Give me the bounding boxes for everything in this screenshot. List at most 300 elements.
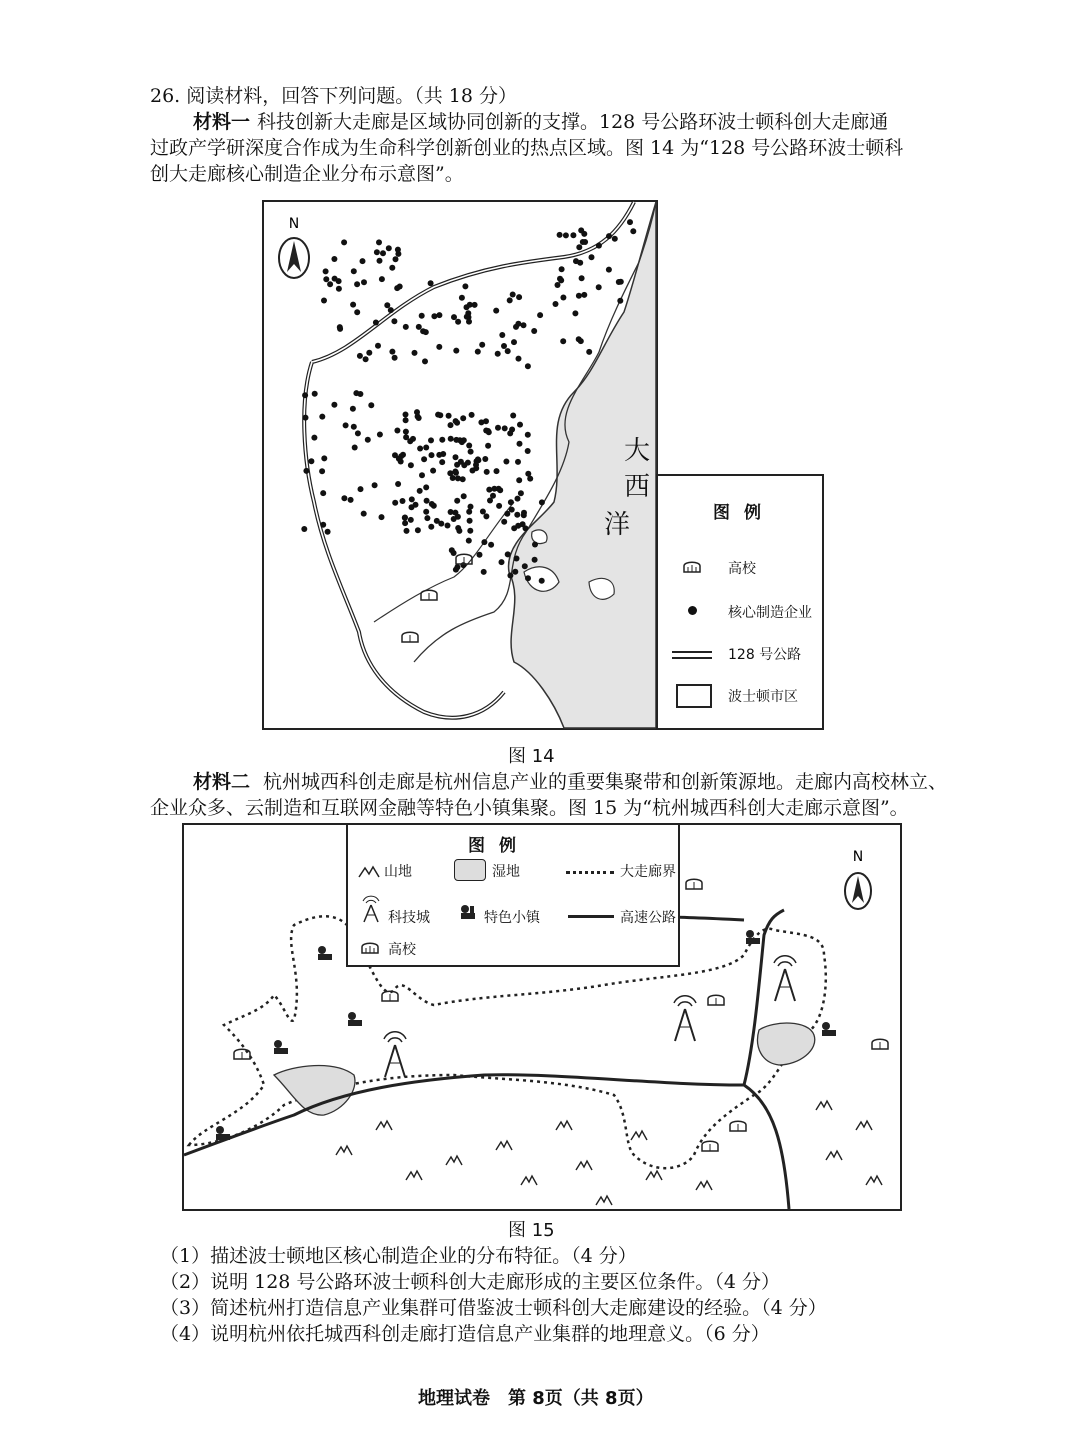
enterprise-dot bbox=[451, 516, 457, 522]
enterprise-dot bbox=[429, 452, 435, 458]
mountain-icon bbox=[826, 1151, 842, 1160]
enterprise-dot bbox=[377, 432, 383, 438]
legend-label: 高校 bbox=[728, 561, 756, 577]
enterprise-dot bbox=[459, 439, 465, 445]
enterprise-dot bbox=[343, 422, 349, 428]
science-city-icon bbox=[380, 1029, 410, 1083]
enterprise-dot bbox=[428, 524, 434, 530]
enterprise-dot bbox=[493, 308, 499, 314]
enterprise-dot bbox=[466, 443, 472, 449]
enterprise-dot bbox=[448, 436, 454, 442]
enterprise-dot bbox=[394, 428, 400, 434]
enterprise-dot bbox=[386, 245, 392, 251]
mountain-icon bbox=[856, 1121, 872, 1130]
enterprise-dot bbox=[325, 529, 331, 535]
enterprise-dot bbox=[408, 462, 414, 468]
enterprise-dot bbox=[320, 490, 326, 496]
enterprise-dot bbox=[627, 219, 633, 225]
legend-label: 特色小镇 bbox=[484, 910, 540, 926]
enterprise-dot bbox=[337, 324, 343, 330]
mountain-icon bbox=[576, 1161, 592, 1170]
feature-town-icon bbox=[820, 1021, 838, 1043]
sub-question-4: （4）说明杭州依托城西科创走廊打造信息产业集群的地理意义。（6 分） bbox=[160, 1323, 770, 1345]
enterprise-dot bbox=[389, 265, 395, 271]
enterprise-dot bbox=[459, 295, 465, 301]
enterprise-dot bbox=[509, 507, 515, 513]
legend-label: 高校 bbox=[388, 942, 416, 958]
enterprise-dot bbox=[365, 437, 371, 443]
enterprise-dot bbox=[514, 512, 520, 518]
enterprise-dot bbox=[319, 414, 325, 420]
sub-question-3: （3）简述杭州打造信息产业集群可借鉴波士顿科创大走廊建设的经验。（4 分） bbox=[160, 1297, 827, 1319]
enterprise-dot bbox=[468, 449, 474, 455]
ocean-char-1: 大 bbox=[624, 436, 651, 466]
north-arrow-icon bbox=[276, 214, 312, 284]
enterprise-dot bbox=[525, 432, 531, 438]
enterprise-dot bbox=[502, 425, 508, 431]
enterprise-dot bbox=[308, 458, 314, 464]
ocean-char-3: 洋 bbox=[604, 510, 631, 540]
enterprise-dot bbox=[311, 435, 317, 441]
enterprise-dot bbox=[397, 284, 403, 290]
science-city-icon bbox=[770, 953, 800, 1007]
material2-label: 材料二 bbox=[193, 771, 251, 793]
enterprise-dot bbox=[516, 294, 522, 300]
enterprise-dot bbox=[486, 429, 492, 435]
enterprise-dot bbox=[514, 556, 520, 562]
enterprise-dot bbox=[452, 469, 458, 475]
enterprise-dot bbox=[576, 293, 582, 299]
university-icon bbox=[380, 987, 400, 1007]
enterprise-dot bbox=[581, 292, 587, 298]
enterprise-dot bbox=[606, 233, 612, 239]
enterprise-dot bbox=[424, 515, 430, 521]
enterprise-dot bbox=[507, 430, 513, 436]
enterprise-dot bbox=[475, 456, 481, 462]
enterprise-dot bbox=[464, 314, 470, 320]
enterprise-dot bbox=[461, 493, 467, 499]
enterprise-dot bbox=[451, 314, 457, 320]
enterprise-dot bbox=[327, 281, 333, 287]
enterprise-dot bbox=[439, 459, 445, 465]
enterprise-dot bbox=[392, 355, 398, 361]
enterprise-dot bbox=[469, 412, 475, 418]
figure14-canvas bbox=[264, 202, 656, 728]
legend-label: 128 号公路 bbox=[728, 647, 802, 663]
page-footer: 地理试卷 第 8页（共 8页） bbox=[418, 1388, 654, 1409]
enterprise-dot bbox=[409, 504, 415, 510]
enterprise-dot bbox=[516, 477, 522, 483]
enterprise-dot bbox=[516, 356, 522, 362]
enterprise-dot bbox=[431, 313, 437, 319]
enterprise-dot bbox=[586, 349, 592, 355]
enterprise-dot bbox=[484, 469, 490, 475]
enterprise-dot bbox=[483, 513, 489, 519]
wetland-icon bbox=[454, 859, 486, 881]
legend-label: 波士顿市区 bbox=[728, 689, 798, 705]
enterprise-dot bbox=[508, 499, 514, 505]
enterprise-dot bbox=[485, 443, 491, 449]
university-icon bbox=[682, 558, 702, 578]
enterprise-dot bbox=[379, 514, 385, 520]
enterprise-dot bbox=[421, 456, 427, 462]
enterprise-dot bbox=[454, 498, 460, 504]
mountain-icon bbox=[336, 1146, 352, 1155]
mountain-icon bbox=[556, 1121, 572, 1130]
enterprise-dot bbox=[395, 481, 401, 487]
enterprise-dot bbox=[403, 434, 409, 440]
enterprise-dot bbox=[341, 239, 347, 245]
university-icon bbox=[706, 991, 726, 1011]
enterprise-dot bbox=[461, 462, 467, 468]
mountain-markers bbox=[336, 1101, 882, 1205]
enterprise-dot bbox=[557, 232, 563, 238]
enterprise-dot bbox=[495, 351, 501, 357]
figure14-caption: 图 14 bbox=[508, 746, 555, 767]
enterprise-dot bbox=[376, 239, 382, 245]
enterprise-dot bbox=[525, 448, 531, 454]
enterprise-dot bbox=[576, 244, 582, 250]
enterprise-dot bbox=[408, 517, 414, 523]
enterprise-dot bbox=[618, 279, 624, 285]
enterprise-dot bbox=[537, 312, 543, 318]
legend-label: 大走廊界 bbox=[620, 864, 676, 880]
enterprise-dot bbox=[494, 468, 500, 474]
material1-label: 材料一 bbox=[193, 111, 251, 133]
enterprise-dot bbox=[403, 429, 409, 435]
figure15-caption: 图 15 bbox=[508, 1220, 555, 1241]
enterprise-dot bbox=[321, 298, 327, 304]
enterprise-dot bbox=[521, 510, 527, 516]
enterprise-dot bbox=[373, 320, 379, 326]
enterprise-dot bbox=[331, 256, 337, 262]
island bbox=[532, 530, 547, 544]
enterprise-dot bbox=[520, 521, 526, 527]
enterprise-dot bbox=[525, 471, 531, 477]
enterprise-dot bbox=[423, 329, 429, 335]
university-icon bbox=[700, 1137, 720, 1157]
enterprise-dot bbox=[303, 468, 309, 474]
enterprise-dot bbox=[515, 496, 521, 502]
enterprise-dot bbox=[437, 412, 443, 418]
mountain-icon bbox=[596, 1196, 612, 1205]
enterprise-dot bbox=[321, 455, 327, 461]
enterprise-dot bbox=[560, 295, 566, 301]
enterprise-dot bbox=[553, 301, 559, 307]
enterprise-dot bbox=[416, 324, 422, 330]
enterprise-dot bbox=[445, 523, 451, 529]
enterprise-dot bbox=[374, 249, 380, 255]
enterprise-dot bbox=[396, 456, 402, 462]
university-icon bbox=[232, 1045, 252, 1065]
enterprise-dot bbox=[473, 465, 479, 471]
enterprise-dot bbox=[488, 542, 494, 548]
enterprise-dot bbox=[499, 332, 505, 338]
feature-town-icon bbox=[272, 1039, 290, 1061]
legend-title: 图例 bbox=[713, 503, 775, 523]
enterprise-dot bbox=[436, 344, 442, 350]
enterprise-dot bbox=[379, 276, 385, 282]
mountain-icon bbox=[446, 1156, 462, 1165]
enterprise-dot bbox=[423, 484, 429, 490]
enterprise-dot bbox=[363, 356, 369, 362]
enterprise-dot bbox=[577, 260, 583, 266]
enterprise-dot bbox=[453, 418, 459, 424]
enterprise-dot bbox=[455, 475, 461, 481]
enterprise-dot bbox=[391, 318, 397, 324]
enterprise-dot bbox=[361, 511, 367, 517]
enterprise-dot bbox=[617, 298, 623, 304]
enterprise-dot bbox=[596, 243, 602, 249]
enterprise-dot bbox=[466, 538, 472, 544]
material2-line1: 杭州城西科创走廊是杭州信息产业的重要集聚带和创新策源地。走廊内高校林立、 bbox=[263, 771, 948, 793]
enterprise-dot bbox=[453, 454, 459, 460]
enterprise-dot bbox=[455, 319, 461, 325]
science-city-icon bbox=[670, 993, 700, 1047]
mountain-icon bbox=[816, 1101, 832, 1110]
enterprise-dot bbox=[430, 468, 436, 474]
enterprise-dot bbox=[479, 342, 485, 348]
university-icon bbox=[419, 586, 439, 606]
science-city-icon bbox=[360, 895, 382, 927]
enterprise-dot bbox=[372, 482, 378, 488]
enterprise-dot bbox=[417, 446, 423, 452]
mountain-icon bbox=[866, 1176, 882, 1185]
material1-line3: 创大走廊核心制造企业分布示意图”。 bbox=[150, 163, 464, 185]
enterprise-dot bbox=[606, 267, 612, 273]
legend-label: 科技城 bbox=[388, 910, 430, 926]
enterprise-dot bbox=[446, 413, 452, 419]
enterprise-dot bbox=[409, 496, 415, 502]
enterprise-dot bbox=[400, 498, 406, 504]
university-icon bbox=[728, 1117, 748, 1137]
feature-town-icon bbox=[458, 903, 478, 927]
enterprise-dot bbox=[375, 343, 381, 349]
enterprise-dot bbox=[532, 542, 538, 548]
legend-label: 高速公路 bbox=[620, 910, 676, 926]
enterprise-dot bbox=[490, 493, 496, 499]
feature-town-icon bbox=[214, 1125, 232, 1147]
enterprise-dot bbox=[357, 391, 363, 397]
mountain-icon bbox=[631, 1131, 647, 1140]
enterprise-dot bbox=[414, 409, 420, 415]
enterprise-dot bbox=[448, 509, 454, 515]
legend-label: 核心制造企业 bbox=[728, 605, 812, 621]
enterprise-dot bbox=[403, 412, 409, 418]
enterprise-dot bbox=[468, 504, 474, 510]
enterprise-dot bbox=[578, 227, 584, 233]
material2-line2: 企业众多、云制造和互联网金融等特色小镇集聚。图 15 为“杭州城西科创大走廊示意图”。 bbox=[150, 797, 909, 819]
enterprise-dot bbox=[510, 292, 516, 298]
enterprise-dot bbox=[486, 487, 492, 493]
enterprise-dot bbox=[555, 282, 561, 288]
enterprise-dot bbox=[388, 307, 394, 313]
figure15-map bbox=[182, 823, 902, 1211]
enterprise-dot bbox=[462, 283, 468, 289]
enterprise-dot bbox=[563, 232, 569, 238]
enterprise-dot bbox=[303, 415, 309, 421]
enterprise-dot bbox=[412, 350, 418, 356]
enterprise-dot bbox=[350, 406, 356, 412]
enterprise-dot bbox=[377, 258, 383, 264]
north-label: N bbox=[288, 216, 300, 232]
enterprise-dot bbox=[572, 310, 578, 316]
university-icon bbox=[454, 550, 474, 570]
feature-town-icon bbox=[316, 945, 334, 967]
enterprise-dot bbox=[511, 339, 517, 345]
enterprise-dot bbox=[512, 569, 518, 575]
enterprise-dot bbox=[403, 417, 409, 423]
enterprise-dot bbox=[570, 232, 576, 238]
enterprise-dot bbox=[481, 569, 487, 575]
enterprise-dot bbox=[447, 470, 453, 476]
enterprise-dot bbox=[341, 495, 347, 501]
enterprise-dot bbox=[456, 528, 462, 534]
enterprise-dot bbox=[428, 280, 434, 286]
enterprise-dot-icon bbox=[688, 606, 697, 615]
enterprise-dot bbox=[384, 302, 390, 308]
enterprise-dot bbox=[496, 503, 502, 509]
ocean-char-2: 西 bbox=[624, 472, 651, 502]
enterprise-dot bbox=[419, 472, 425, 478]
enterprise-dot bbox=[436, 312, 442, 318]
legend-label: 山地 bbox=[384, 864, 412, 880]
enterprise-dot bbox=[482, 456, 488, 462]
enterprise-dot bbox=[436, 452, 442, 458]
enterprise-dot bbox=[579, 275, 585, 281]
enterprise-dot bbox=[361, 279, 367, 285]
enterprise-dot bbox=[596, 284, 602, 290]
enterprise-dot bbox=[504, 511, 510, 517]
enterprise-dot bbox=[410, 436, 416, 442]
figure15-legend bbox=[346, 825, 680, 967]
enterprise-dot bbox=[531, 328, 537, 334]
enterprise-dot bbox=[423, 509, 429, 515]
figure14-legend bbox=[656, 474, 824, 730]
university-icon bbox=[684, 875, 704, 895]
enterprise-dot bbox=[348, 497, 354, 503]
enterprise-dot bbox=[517, 441, 523, 447]
enterprise-dot bbox=[522, 563, 528, 569]
enterprise-dot bbox=[301, 526, 307, 532]
enterprise-dot bbox=[419, 313, 425, 319]
enterprise-dot bbox=[331, 402, 337, 408]
enterprise-dot bbox=[417, 488, 423, 494]
enterprise-dot bbox=[539, 578, 545, 584]
enterprise-dot bbox=[402, 520, 408, 526]
mountain-icon bbox=[496, 1141, 512, 1150]
enterprise-dot bbox=[351, 424, 357, 430]
enterprise-dot bbox=[423, 445, 429, 451]
enterprise-dot bbox=[323, 276, 329, 282]
enterprise-dot bbox=[354, 309, 360, 315]
university-icon bbox=[400, 628, 420, 648]
enterprise-dot bbox=[392, 500, 398, 506]
enterprise-dot bbox=[352, 445, 358, 451]
mountain-icon bbox=[358, 863, 380, 882]
enterprise-dot bbox=[460, 415, 466, 421]
enterprise-dot bbox=[501, 343, 507, 349]
material1-line2: 过政产学研深度合作成为生命科学创新创业的热点区域。图 14 为“128 号公路环波士顿科 bbox=[150, 137, 904, 159]
enterprise-dot bbox=[422, 358, 428, 364]
mountain-icon bbox=[646, 1171, 662, 1180]
highway-128-icon bbox=[672, 651, 712, 659]
material1-line1: 科技创新大走廊是区域协同创新的支撑。128 号公路环波士顿科创大走廊通 bbox=[257, 111, 889, 133]
enterprise-dot bbox=[360, 258, 366, 264]
enterprise-dot bbox=[501, 519, 507, 525]
enterprise-dot bbox=[312, 391, 318, 397]
enterprise-dot bbox=[491, 486, 497, 492]
enterprise-dot bbox=[510, 413, 516, 419]
mountain-icon bbox=[696, 1181, 712, 1190]
enterprise-dot bbox=[319, 468, 325, 474]
enterprise-dot bbox=[505, 348, 511, 354]
enterprise-dot bbox=[320, 522, 326, 528]
figure14-map bbox=[262, 200, 812, 730]
enterprise-dot bbox=[350, 302, 356, 308]
enterprise-dot bbox=[589, 254, 595, 260]
enterprise-dot bbox=[402, 515, 408, 521]
enterprise-dot bbox=[355, 430, 361, 436]
enterprise-dot bbox=[368, 402, 374, 408]
enterprise-dot bbox=[513, 324, 519, 330]
enterprise-dot bbox=[505, 551, 511, 557]
enterprise-dot bbox=[467, 528, 473, 534]
enterprise-dot bbox=[560, 338, 566, 344]
feature-town-icon bbox=[744, 929, 762, 951]
enterprise-dot bbox=[495, 425, 501, 431]
enterprise-dot bbox=[466, 509, 472, 515]
corridor-boundary-icon bbox=[566, 871, 614, 874]
enterprise-dot bbox=[507, 573, 513, 579]
enterprise-dot bbox=[366, 350, 372, 356]
enterprise-dot bbox=[467, 518, 473, 524]
sub-question-1: （1）描述波士顿地区核心制造企业的分布特征。（4 分） bbox=[160, 1245, 637, 1267]
enterprise-dot bbox=[358, 486, 364, 492]
enterprise-dot bbox=[357, 353, 363, 359]
enterprise-dot bbox=[478, 419, 484, 425]
north-arrow-icon bbox=[840, 847, 876, 917]
enterprise-dot bbox=[507, 297, 513, 303]
enterprise-dot bbox=[517, 422, 523, 428]
enterprise-dot bbox=[439, 437, 445, 443]
enterprise-dot bbox=[403, 324, 409, 330]
enterprise-dot bbox=[428, 437, 434, 443]
mountain-icon bbox=[521, 1176, 537, 1185]
question-heading: 26. 阅读材料，回答下列问题。（共 18 分） bbox=[150, 85, 518, 107]
enterprise-dot bbox=[518, 490, 524, 496]
enterprise-dot bbox=[503, 459, 509, 465]
mountain-icon bbox=[406, 1171, 422, 1180]
enterprise-dot bbox=[453, 348, 459, 354]
enterprise-dot bbox=[630, 228, 636, 234]
enterprise-dot bbox=[532, 557, 538, 563]
university-icon bbox=[870, 1035, 890, 1055]
enterprise-dot bbox=[475, 349, 481, 355]
sub-question-2: （2）说明 128 号公路环波士顿科创大走廊形成的主要区位条件。（4 分） bbox=[160, 1271, 781, 1293]
enterprise-dot bbox=[477, 552, 483, 558]
enterprise-dot bbox=[580, 239, 586, 245]
mountain-icon bbox=[376, 1121, 392, 1130]
enterprise-dot bbox=[302, 392, 308, 398]
enterprise-dot bbox=[424, 498, 430, 504]
enterprise-dot bbox=[336, 278, 342, 284]
enterprise-dot bbox=[525, 575, 531, 581]
enterprise-dot bbox=[612, 236, 618, 242]
enterprise-dot bbox=[380, 250, 386, 256]
enterprise-dot bbox=[467, 302, 473, 308]
enterprise-dot bbox=[336, 286, 342, 292]
